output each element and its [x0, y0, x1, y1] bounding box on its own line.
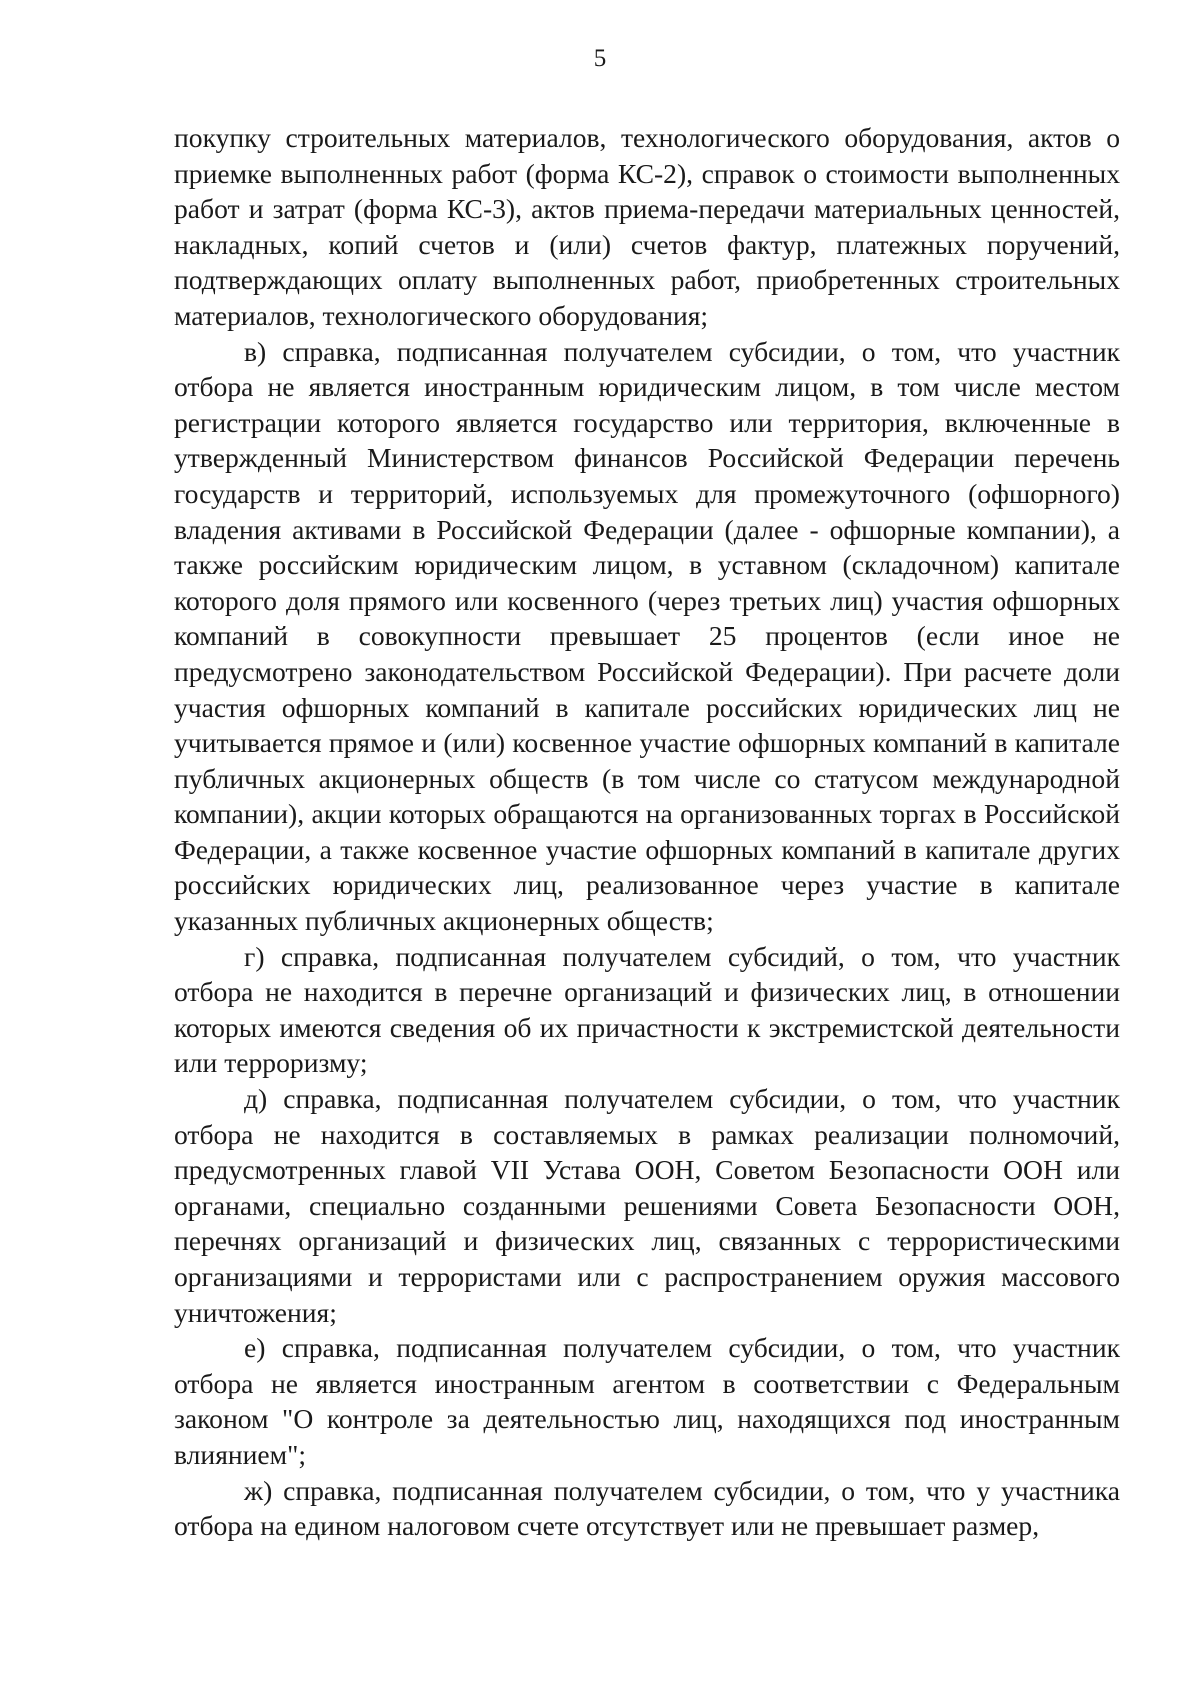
document-body — [174, 120, 1120, 1544]
paragraph-item-v: в) справка, подписанная получателем субсидии, о том, что участник отбора не является иностранным юридическим лицом, в том числе местом регистрации которого является государство или территория, включенные в утвержденный Министерством финансов Российской Федерации перечень государств и территорий, используемых для промежуточного (офшорного) владения активами в Российской Федерации (далее - офшорные компании), а также российским юридическим лицом, в уставном (складочном) капитале которого доля прямого или косвенного (через третьих лиц) участия офшорных компаний в совокупности превышает 25 процентов (если иное не предусмотрено законодательством Российской Федерации). При расчете доли участия офшорных компаний в капитале российских юридических лиц не учитывается прямое и (или) косвенное участие офшорных компаний в капитале публичных акционерных обществ (в том числе со статусом международной компании), акции которых обращаются на организованных торгах в Российской Федерации, а также косвенное участие офшорных компаний в капитале других российских юридических лиц, реализованное через участие в капитале указанных публичных акционерных обществ; — [174, 335, 1120, 937]
paragraph-continuation: покупку строительных материалов, технологического оборудования, актов о приемке выполненных работ (форма КС-2), справок о стоимости выполненных работ и затрат (форма КС-3), актов приема-передачи материальных ценностей, накладных, копий счетов и (или) счетов фактур, платежных поручений, подтверждающих оплату выполненных работ, приобретенных строительных материалов, технологического оборудования; — [174, 122, 1120, 331]
paragraph-item-e: е) справка, подписанная получателем субсидии, о том, что участник отбора не является иностранным агентом в соответствии с Федеральным законом "О контроле за деятельностью лиц, находящихся под иностранным влиянием"; — [174, 1332, 1120, 1470]
page-number: 5 — [593, 45, 607, 72]
paragraph-item-g: г) справка, подписанная получателем субсидий, о том, что участник отбора не находится в перечне организаций и физических лиц, в отношении которых имеются сведения об их причастности к экстремистской деятельности или терроризму; — [174, 940, 1120, 1079]
paragraph-item-zh: ж) справка, подписанная получателем субсидии, о том, что у участника отбора на едином налоговом счете отсутствует или не превышает размер, — [174, 1474, 1120, 1542]
paragraph-item-d: д) справка, подписанная получателем субсидии, о том, что участник отбора не находится в составляемых в рамках реализации полномочий, предусмотренных главой VII Устава ООН, Советом Безопасности ООН или органами, специально созданными решениями Совета Безопасности ООН, перечнях организаций и физических лиц, связанных с террористическими организациями и террористами или с распространением оружия массового уничтожения; — [174, 1083, 1120, 1328]
